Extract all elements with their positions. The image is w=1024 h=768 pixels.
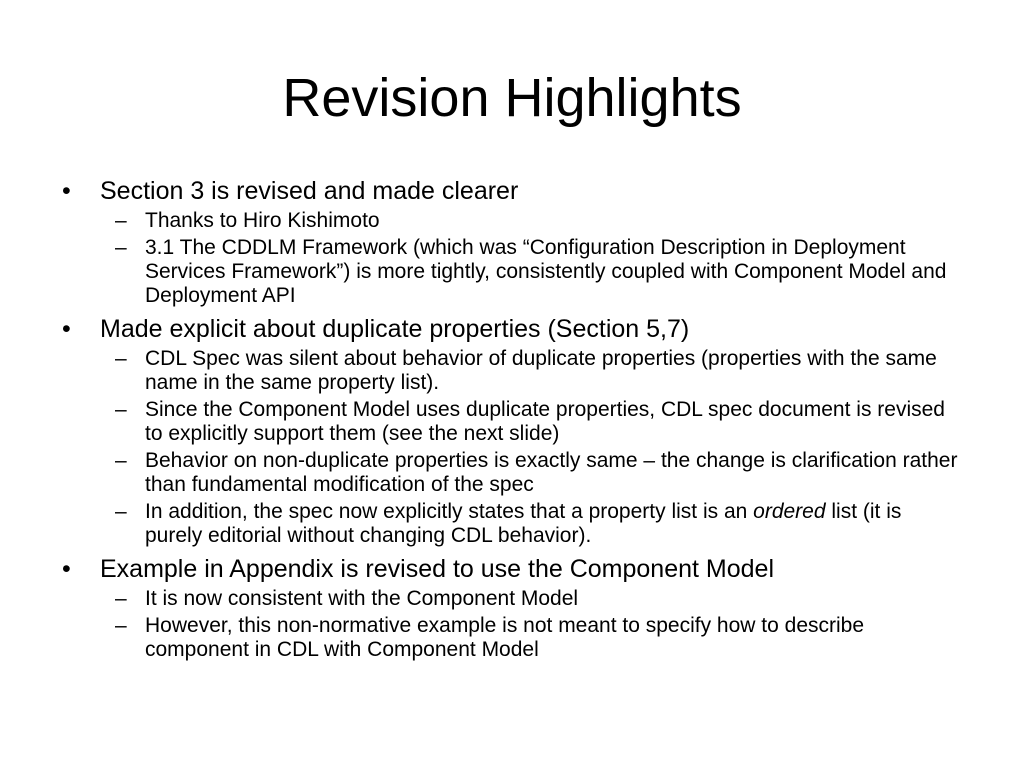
sub-bullet-text: 3.1 The CDDLM Framework (which was “Configuration Description in Deployment Services Framework”) is more tightly, consistently coupled with Component Model and Deployment API bbox=[145, 236, 947, 307]
sub-bullet-marker: – bbox=[115, 449, 127, 472]
bullet-marker: • bbox=[62, 555, 71, 583]
bullet-text: Made explicit about duplicate properties (Section 5,7) bbox=[100, 315, 690, 343]
bullet-marker: • bbox=[62, 177, 71, 205]
sub-bullet-item bbox=[100, 347, 962, 395]
sub-bullet-text: Behavior on non-duplicate properties is exactly same – the change is clarification rather than fundamental modification of the spec bbox=[145, 449, 958, 496]
sub-bullet-marker: – bbox=[115, 587, 127, 610]
slide-body bbox=[62, 177, 962, 662]
sub-bullet-item bbox=[100, 398, 962, 446]
sub-bullet-marker: – bbox=[115, 614, 127, 637]
sub-bullet-item bbox=[100, 614, 962, 662]
sub-bullet-text: CDL Spec was silent about behavior of duplicate properties (properties with the same name in the same property list). bbox=[145, 347, 937, 394]
sub-bullet-text: However, this non-normative example is not meant to specify how to describe component in CDL with Component Model bbox=[145, 614, 865, 661]
sub-bullet-text: It is now consistent with the Component Model bbox=[145, 587, 579, 610]
sub-bullet-text: Since the Component Model uses duplicate properties, CDL spec document is revised to explicitly support them (see the next slide) bbox=[145, 398, 945, 445]
bullet-item bbox=[62, 177, 962, 206]
sub-bullet-marker: – bbox=[115, 398, 127, 421]
sub-bullet-text-start: In addition, the spec now explicitly states that a property list is an bbox=[145, 500, 754, 523]
sub-bullet-item bbox=[100, 500, 962, 548]
slide-title: Revision Highlights bbox=[282, 68, 742, 128]
sub-bullet-marker: – bbox=[115, 500, 127, 523]
bullet-item bbox=[62, 315, 962, 344]
bullet-marker: • bbox=[62, 315, 71, 343]
sub-bullet-marker: – bbox=[115, 236, 127, 259]
sub-bullet-marker: – bbox=[115, 347, 127, 370]
bullet-item bbox=[62, 555, 962, 584]
sub-bullet-text-end: list (it is purely editorial without changing CDL behavior). bbox=[145, 500, 902, 547]
sub-bullet-text bbox=[145, 500, 901, 547]
sub-bullet-item bbox=[100, 587, 962, 611]
sub-bullet-item bbox=[100, 449, 962, 497]
sub-bullet-item bbox=[100, 236, 962, 308]
bullet-text: Example in Appendix is revised to use the Component Model bbox=[100, 555, 774, 583]
sub-bullet-marker: – bbox=[115, 209, 127, 232]
sub-bullet-text: Thanks to Hiro Kishimoto bbox=[145, 209, 380, 232]
sub-bullet-item bbox=[100, 209, 962, 233]
emphasis-ordered: ordered bbox=[753, 500, 826, 523]
bullet-text: Section 3 is revised and made clearer bbox=[100, 177, 519, 205]
